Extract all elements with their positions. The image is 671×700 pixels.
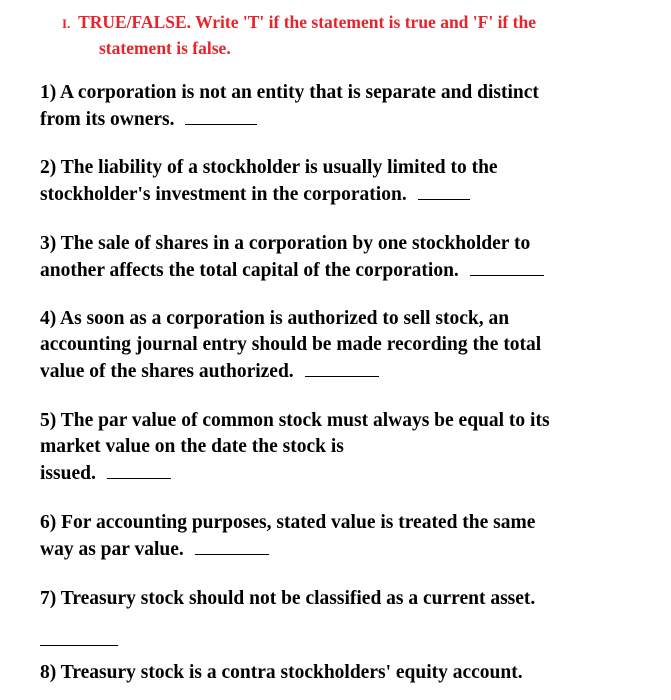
question-4-line-3: value of the shares authorized. [40, 361, 294, 382]
question-4-line-1: 4) As soon as a corporation is authorized to sell stock, an [40, 308, 510, 329]
instructions-line-2: statement is false. [99, 38, 231, 58]
question-1-line-2: from its owners. [40, 109, 175, 130]
question-8-line-1: 8) Treasury stock is a contra stockholders' equity account. [40, 662, 523, 683]
question-7-line-1: 7) Treasury stock should not be classified as a current asset. [40, 588, 536, 609]
question-1 [40, 80, 630, 133]
question-5-line-2: market value on the date the stock is [40, 436, 344, 457]
answer-blank-5[interactable] [107, 460, 171, 479]
question-4-line-2: accounting journal entry should be made recording the total [40, 334, 542, 355]
question-2-line-2: stockholder's investment in the corporation. [40, 184, 407, 205]
answer-blank-4[interactable] [305, 358, 379, 377]
question-7 [40, 586, 630, 646]
question-6-line-2: way as par value. [40, 539, 184, 560]
question-6 [40, 510, 630, 563]
question-1-line-1: 1) A corporation is not an entity that is separate and distinct [40, 82, 539, 103]
question-3-line-2: another affects the total capital of the corporation. [40, 260, 459, 281]
question-2 [40, 155, 630, 208]
section-number: I. [62, 16, 71, 31]
question-5-line-1: 5) The par value of common stock must always be equal to its [40, 410, 550, 431]
question-4 [40, 306, 630, 385]
instructions-line-1: TRUE/FALSE. Write 'T' if the statement is true and 'F' if the [78, 12, 536, 32]
question-5-line-3: issued. [40, 463, 96, 484]
answer-blank-7[interactable] [40, 644, 118, 646]
question-3 [40, 231, 630, 284]
question-5 [40, 408, 630, 487]
question-2-line-1: 2) The liability of a stockholder is usually limited to the [40, 157, 498, 178]
answer-blank-2[interactable] [418, 181, 470, 200]
question-8 [40, 660, 630, 686]
question-3-line-1: 3) The sale of shares in a corporation by one stockholder to [40, 233, 531, 254]
answer-blank-1[interactable] [185, 106, 257, 125]
answer-blank-6[interactable] [195, 536, 269, 555]
answer-blank-3[interactable] [470, 257, 544, 276]
instructions-header [62, 10, 622, 61]
question-6-line-1: 6) For accounting purposes, stated value is treated the same [40, 512, 536, 533]
